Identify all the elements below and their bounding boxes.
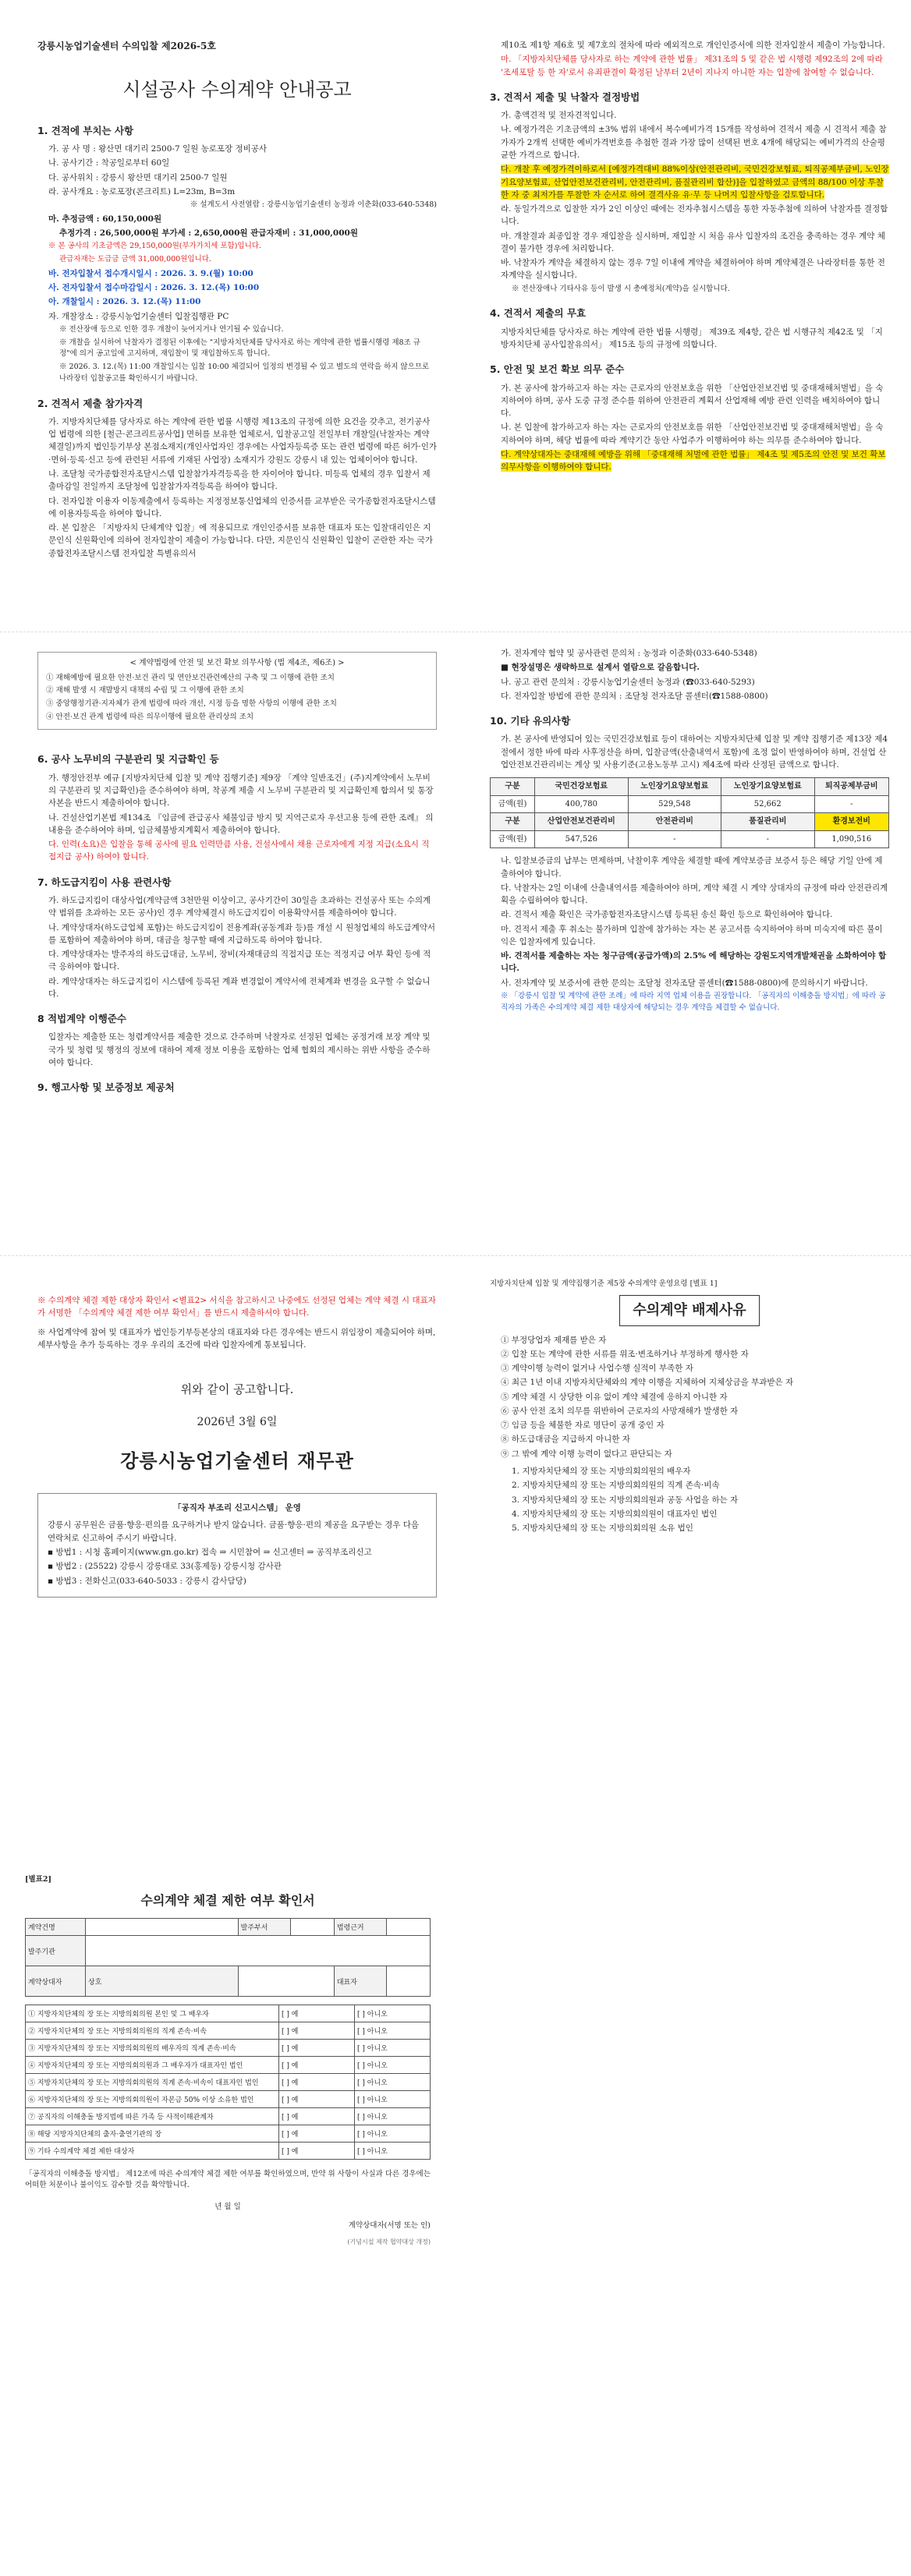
- check-question: ② 지방자치단체의 장 또는 지방의회의원의 직계 존속·비속: [26, 2022, 279, 2040]
- table-header-cell: 구분: [491, 813, 535, 831]
- table-cell: 금액(원): [491, 795, 535, 813]
- issuing-org: 강릉시농업기술센터 재무관: [120, 1450, 354, 1472]
- section-5-heading: 5. 안전 및 보건 확보 의무 준수: [490, 363, 625, 376]
- exclusion-item: ④ 최근 1년 이내 지방자치단체와의 계약 이행을 지체하여 지체상금을 부과받은 자: [501, 1378, 794, 1388]
- s6-item: 가. 행정안전부 예규 [지방자치단체 입찰 및 계약 집행기준] 제9장 「계약 일반조건」(주)지계약에서 노무비의 구분관리 및 지급확인)을 준수하여야 하며, 착공계 제출 시 노무비 구분관리 및 지급확인제 합의서 및 통장 사본을 반드시 제출하여야 합니다.: [48, 773, 434, 809]
- check-yes-option[interactable]: [ ] 예: [279, 2143, 355, 2160]
- s6-item: 다. 인력(소요)은 입찰을 통해 공사에 필요 인력만큼 사용, 건설사에서 채용 근로자에게 지정 지급(소요시 직접지급 공사) 하여야 합니다.: [48, 840, 430, 862]
- exclusion-item: ⑧ 하도급대금을 지급하지 아니한 자: [501, 1435, 630, 1445]
- table-cell: 400,780: [535, 795, 629, 813]
- exclusion-tag: 지방자치단체 입찰 및 계약집행기준 제5장 수의계약 운영요령 [별표 1]: [490, 1279, 718, 1288]
- table-row: [26, 2074, 431, 2091]
- table-header-cell: 안전관리비: [628, 813, 721, 831]
- table-cell: -: [721, 830, 815, 848]
- table-header-cell: 노인장기요양보험료: [721, 778, 815, 796]
- check-question: ③ 지방자치단체의 장 또는 지방의회의원의 배우자의 직계 존속·비속: [26, 2040, 279, 2057]
- exclusion-title-wrap: [490, 1295, 889, 1326]
- report-body: 강릉시 공무원은 금품·향응·편의를 요구하거나 받지 않습니다. 금품·향응·편의 제공을 요구받는 경우 다음 연락처로 신고하여 주시기 바랍니다.: [48, 1520, 420, 1543]
- check-yes-option[interactable]: [ ] 예: [279, 2091, 355, 2108]
- notice-date: 2026년 3월 6일: [197, 1416, 278, 1429]
- table-row: [26, 2057, 431, 2074]
- s1-note: ※ 전산장애 등으로 인한 경우 개찰이 늦어지거나 연기될 수 있습니다.: [59, 324, 284, 334]
- exclusion-item: ① 부정당업자 제재를 받은 자: [501, 1335, 607, 1345]
- table-cell: 547,526: [535, 830, 629, 848]
- check-yes-option[interactable]: [ ] 예: [279, 2057, 355, 2074]
- report-line: ▪ 방법3 : 전화신고(033-640-5033 : 강릉시 감사담당): [48, 1576, 246, 1586]
- document-title: 시설공사 수의계약 안내공고: [122, 78, 352, 101]
- insurance-table: [490, 777, 889, 848]
- table-row: [26, 2108, 431, 2125]
- form-header-table: [25, 1918, 431, 1997]
- report-line: ▪ 방법2 : (25522) 강릉시 강릉대로 33(홍제동) 강릉시청 감사관: [48, 1562, 282, 1572]
- form-sign-date: 년 월 일: [214, 2203, 241, 2211]
- contact-note: 나. 공고 관련 문의처 : 강릉시농업기술센터 농정과 (☎033-640-5293): [501, 677, 755, 687]
- signature-block: [37, 1381, 437, 1476]
- s10-item: 바. 견적서를 제출하는 자는 청구금액(공급가액)의 2.5% 에 해당하는 강원도지역개발채권을 소화하여야 합니다.: [501, 951, 887, 974]
- section-6-heading: 6. 공사 노무비의 구분관리 및 지급확인 등: [37, 753, 219, 766]
- law-item: 2. 지방자치단체의 장 또는 지방의회의원의 직계 존속·비속: [512, 1481, 720, 1491]
- contact-note: 가. 전자계약 협약 및 공사관련 문의처 : 농정과 이준화(033-640-5348): [501, 649, 757, 658]
- s6-item: 나. 건설산업기본법 제134조 『임금에 관급공사 체불임금 방지 및 지역근로자 우선고용 등에 관한 조례』 의 내용을 준수하여야 하며, 임금체불방지계획서 제출하여야 합니다.: [48, 812, 434, 835]
- right-mid-section: [490, 647, 889, 1015]
- exclusion-item: ⑥ 공사 안전 조치 의무를 위반하여 근로자의 사망재해가 발생한 자: [501, 1406, 739, 1416]
- table-cell: 1,090,516: [814, 830, 888, 848]
- s3-item: 가. 총액견적 및 전자견적입니다.: [501, 111, 617, 121]
- s7-item: 나. 계약상대자(하도급업체 포함)는 하도급지킴이 전용계좌(공동계좌 등)를 개설 시 원청업체의 하도급계약서를 포함하여 제출하여야 하며, 대금을 청구할 때에 지급하도록 하여야 합니다.: [48, 922, 436, 945]
- open-place: 자. 개찰장소 : 강릉시농업기술센터 입찰집행관 PC: [48, 311, 229, 321]
- base-note: ※ 본 공사의 기초금액은 29,150,000원(부가가치세 포함)입니다.: [48, 242, 261, 251]
- s7-item: 라. 계약상대자는 하도급지킴이 시스템에 등록된 계좌 변경없이 계약서에 전체계좌 변경을 요구할 수 없습니다.: [48, 976, 431, 999]
- range-note: 관급자재는 도급금 금액 31,000,000원입니다.: [59, 255, 211, 264]
- s2-para: 다. 전자입찰 이용자 이동제출에서 등록하는 지정정보통신업체의 인증서를 교부받은 국가종합전자조달시스템에 이용자등록을 하여야 합니다.: [48, 496, 436, 518]
- report-line: ▪ 방법1 : 시청 홈페이지(www.gn.go.kr) 접속 ⇒ 시민참여 ⇒ 신고센터 ⇒ 공직부조리신고: [48, 1547, 372, 1557]
- closing-text: 위와 같이 공고합니다.: [180, 1382, 294, 1397]
- contact-note: 다. 전자입찰 방법에 관한 문의처 : 조달청 전자조달 콜센터(☎1588-0800): [501, 691, 768, 701]
- law-item: 1. 지방자치단체의 장 또는 지방의회의원의 배우자: [512, 1467, 691, 1476]
- right-top-section: [490, 39, 889, 475]
- exclusion-item: ⑤ 계약 체결 시 상당한 이유 없이 계약 체결에 응하지 아니한 자: [501, 1392, 728, 1402]
- left-bottom-section: [37, 1294, 437, 1598]
- exclusion-item: ③ 계약이행 능력이 없거나 사업수행 실적이 부족한 자: [501, 1364, 693, 1374]
- form-value[interactable]: [238, 1966, 334, 1997]
- check-no-option[interactable]: [ ] 아니오: [355, 2108, 431, 2125]
- exclusion-item: ⑦ 임금 등을 체불한 자로 명단이 공개 중인 자: [501, 1421, 665, 1431]
- estimated-price: 마. 추정금액 : 60,150,000원: [48, 214, 162, 224]
- check-question: ⑥ 지방자치단체의 장 또는 지방의회의원이 자본금 50% 이상 소유한 법인: [26, 2091, 279, 2108]
- form-value[interactable]: [86, 1936, 431, 1966]
- table-row: [26, 2143, 431, 2160]
- deadline-open: 바. 전자입찰서 접수개시일시 : 2026. 3. 9.(월) 10:00: [48, 268, 253, 278]
- s1-item: 라. 공사개요 : 농로포장(콘크리트) L=23m, B=3m: [48, 186, 236, 196]
- s1-item: 가. 공 사 명 : 왕산면 대기리 2500-7 일원 농로포장 정비공사: [48, 144, 268, 154]
- form-label: 발주기관: [26, 1936, 86, 1966]
- safety-item: ④ 안전·보건 관계 법령에 따른 의무이행에 필요한 관리상의 조치: [46, 712, 254, 721]
- safety-box-title: < 계약법령에 안전 및 보건 확보 의무사항 (법 제4조, 제6조) >: [129, 659, 345, 667]
- table-header-cell: 환경보전비: [814, 813, 888, 831]
- check-no-option[interactable]: [ ] 아니오: [355, 2040, 431, 2057]
- check-yes-option[interactable]: [ ] 예: [279, 2022, 355, 2040]
- s1-note: ※ 설계도서 사전열람 : 강릉시농업기술센터 농정과 이춘화(033-640-5348): [190, 200, 437, 210]
- exclusion-title: 수의계약 배제사유: [619, 1295, 759, 1326]
- table-header-cell: 퇴직공제부금비: [814, 778, 888, 796]
- table-row: [26, 2022, 431, 2040]
- s10-item: 마. 견적서 제출 후 취소는 불가하며 입찰에 참가하는 자는 본 공고서를 숙지하여야 하며 미숙지에 따른 불이익은 입찰자에게 있습니다.: [501, 924, 883, 947]
- s7-item: 가. 하도급지킴이 대상사업(계약금액 3천만원 이상이고, 공사기간이 30일을 초과하는 건설공사 또는 수의계약 범위를 초과하는 모든 공사)인 경우 계약체결시 하도급지킴이 이용확약서를 제출하여야 합니다.: [48, 895, 431, 918]
- table-row: [26, 2091, 431, 2108]
- section-1-heading: 1. 견적에 부치는 사항: [37, 124, 134, 136]
- s1-note: ※ 개찰을 실시하여 낙찰자가 결정된 이후에는 "지방자치단체를 당사자로 하는 계약에 관한 법률시행령 제8조 규정"에 의거 공고일에 고지하며, 재입찰이 및 재입찰하도록 합니다.: [59, 338, 420, 359]
- safety-item: ③ 중앙행정기관·지자체가 관계 법령에 따라 개선, 시정 등을 명한 사항의 이행에 관한 조치: [46, 699, 337, 708]
- table-cell: -: [814, 795, 888, 813]
- page-divider: [0, 1255, 911, 1256]
- form-label: 계약상대자: [26, 1966, 86, 1997]
- check-question: ⑤ 지방자치단체의 장 또는 지방의회의원의 직계 존속·비속이 대표자인 법인: [26, 2074, 279, 2091]
- s4-para: 지방자치단체를 당사자로 하는 계약에 관한 법률 시행령」 제39조 제4항, 같은 법 시행규칙 제42조 및 「지방자치단체 공사입찰유의서」 제15조 등의 규정에 의합니다.: [501, 327, 883, 349]
- section-4-heading: 4. 견적서 제출의 무효: [490, 307, 587, 320]
- table-cell: -: [628, 830, 721, 848]
- safety-item: ① 재해예방에 필요한 안전·보건 관리 및 연안보건관련예산의 구축 및 그 이행에 관한 조치: [46, 673, 335, 682]
- table-header-cell: 노인장기요양보험료: [628, 778, 721, 796]
- check-yes-option[interactable]: [ ] 예: [279, 2005, 355, 2022]
- form-label: 계약건명: [26, 1919, 86, 1936]
- table-row: [26, 2005, 431, 2022]
- s2-para: 라. 본 입찰은 「지방자치 단체계약 입찰」에 적용되므로 개인인증서를 보유한 대표자 또는 입찰대리인은 지문인식 신원확인에 의하여 전자입찰이 제출이 가능합니다. 다만, 지문인식 신원확인 입찰이 곤란한 자는 국가종합전자조달시스템 전자입찰 특별유의서: [48, 523, 434, 558]
- section-7-heading: 7. 하도급지킴이 사용 관련사항: [37, 876, 172, 888]
- table-header-cell: 품질관리비: [721, 813, 815, 831]
- check-no-option[interactable]: [ ] 아니오: [355, 2091, 431, 2108]
- right-top-note: 마. 「지방자치단체를 당사자로 하는 계약에 관한 법률」 제31조의 5 및 같은 법 시행령 제92조의 2에 따라 '조세포탈 등 한 자'로서 유죄판결이 확정된 날부터 2년이 지나지 아니한 자는 입찰에 참여할 수 없습니다.: [501, 55, 883, 77]
- s10-para: 가. 본 공사에 반영되어 있는 국민건강보험료 등이 대하여는 지방자치단체 입찰 및 계약 집행기준 제13장 제4절에서 정한 바에 따라 사후정산을 하며, 입찰금액(산출내역서 포함)에 조정 없이 반영하여야 하며, 건설업 산업안전보건관리비는 계상 및 사용기준(고용노동부 고시) 제4조에 따라 산정된 금액으로 합니다.: [501, 734, 888, 770]
- law-item: 3. 지방자치단체의 장 또는 지방의회의원과 공동 사업을 하는 자: [512, 1495, 739, 1505]
- form-value[interactable]: [386, 1966, 430, 1997]
- confirmation-form: [25, 1865, 431, 2252]
- form-footer-note: 「공직자의 이해충돌 방지법」 제12조에 따른 수의계약 체결 제한 여부를 확인하였으며, 만약 위 사항이 사실과 다른 경우에는 어떠한 처분이나 불이익도 감수할 것을 확약합니다.: [25, 2170, 431, 2189]
- law-item: 4. 지방자치단체의 장 또는 지방의회의원이 대표자인 법인: [512, 1509, 718, 1519]
- notice-number: 강릉시농업기술센터 수의입찰 제2026-5호: [37, 41, 216, 51]
- s1-note: ※ 2026. 3. 12.(목) 11:00 개찰일시는 입찰 10:00 체결되어 일정의 변경될 수 있고 별도의 연락을 하지 않으므로 나라장터 입찰공고를 확인하시기 바랍니다.: [59, 363, 430, 383]
- s10-item: 라. 견적서 제출 확인은 국가종합전자조달시스템 등록된 송신 확인 등으로 확인하여야 합니다.: [501, 910, 833, 920]
- law-item: 5. 지방자치단체의 장 또는 지방의회의원 소유 법인: [512, 1523, 693, 1534]
- form-footer-code: (기념시설 제작 협약대상 개정): [347, 2238, 431, 2245]
- blue-note: ※ 「강릉시 입찰 및 계약에 관한 조례」에 따라 지역 업체 이용을 권장합니다. 「공직자의 이해충돌 방지법」에 따라 공직자의 가족은 수의계약 체결 제한 대상자에 해당되는 경우 계약을 체결할 수 없습니다.: [501, 991, 886, 1012]
- form-label: 상호: [86, 1966, 239, 1997]
- left-top-section: [37, 39, 437, 561]
- deadline-close: 사. 전자입찰서 접수마감일시 : 2026. 3. 12.(목) 10:00: [48, 283, 260, 293]
- s10-item: 사. 전자계약 및 보증서에 관한 문의는 조달청 전자조달 콜센터(☎1588-0800)에 문의하시기 바랍니다.: [501, 978, 868, 988]
- form-value[interactable]: [290, 1919, 334, 1936]
- table-row: [26, 2040, 431, 2057]
- s2-para: 나. 조달청 국가종합전자조달시스템 입찰참가자격등록을 한 자이어야 합니다. 미등록 업체의 경우 입찰서 제출마감일 전일까지 조달청에 입찰참가자격등록을 하여야 합니다.: [48, 469, 431, 492]
- s3-item: 라. 동일가격으로 입찰한 자가 2인 이상인 때에는 전자추첨시스템을 통한 자동추첨에 의하여 낙찰자를 결정합니다.: [501, 204, 888, 227]
- notice-black: ※ 사업계약에 참여 및 대표자가 법인등기부등본상의 대표자와 다른 경우에는 반드시 위임장이 제출되어야 하며, 세부사항을 추가 등록하는 경우 우리의 조건에 따라 입찰자에게 통보됩니다.: [37, 1327, 436, 1350]
- table-cell: 52,662: [721, 795, 815, 813]
- check-question: ① 지방자치단체의 장 또는 지방의회의원 본인 및 그 배우자: [26, 2005, 279, 2022]
- section-9-heading: 9. 행고사항 및 보증정보 제공처: [37, 1081, 175, 1094]
- contact-note: ■ 현장설명은 생략하므로 설계서 열람으로 갈음합니다.: [501, 663, 700, 673]
- s3-item: 다. 개찰 후 예정가격이하로서 [예정가격대비 88%이상(안전관리비, 국민건강보험료, 퇴직공제부금비, 노인장기요양보험료, 산업안전보건관리비, 안전관리비, 품질관리비 합산)]을 입찰하였고 금액의 88/100 이상 투찰한 자 중 최저가를 투찰한 자 순서로 하여 결격사유 유·무 등 나머지 입찰사항을 검토합니다.: [501, 165, 889, 200]
- s10-item: 다. 낙찰자는 2일 이내에 산출내역서를 제출하여야 하며, 계약 체결 시 계약 상대자의 규정에 따라 안전관리계획을 수립하여야 합니다.: [501, 883, 888, 906]
- form-label: 발주부서: [238, 1919, 290, 1936]
- s5-item: 다. 계약상대자는 중대재해 예방을 위해 「중대재해 처벌에 관한 법률」 제4조 및 제5조의 안전 및 보건 확보 의무사항을 이행하여야 합니다.: [501, 449, 886, 472]
- safety-duty-box: [37, 652, 437, 730]
- table-header-cell: 산업안전보건관리비: [535, 813, 629, 831]
- s3-item: 바. 낙찰자가 계약을 체결하지 않는 경우 7일 이내에 계약을 체결하여야 하며 계약체결은 나라장터를 통한 전자계약을 실시합니다.: [501, 258, 885, 281]
- check-question: ④ 지방자치단체의 장 또는 지방의회의원과 그 배우자가 대표자인 법인: [26, 2057, 279, 2074]
- form-title: 수의계약 체결 제한 여부 확인서: [140, 1893, 315, 1908]
- right-top-note: 제10조 제1항 제6호 및 제7호의 절차에 따라 예외적으로 개인인증서에 의한 전자입찰서 제출이 가능합니다.: [501, 41, 885, 50]
- form-value[interactable]: [386, 1919, 430, 1936]
- table-cell: 금액(원): [491, 830, 535, 848]
- table-header-cell: 국민건강보험료: [535, 778, 629, 796]
- s8-para: 입찰자는 제출한 또는 청렴계약서를 제출한 것으로 간주하며 낙찰자로 선정된 업체는 공정거래 보장 계약 및 국가 및 청렴 및 행정의 정보에 대하여 제재 정보 이용을 포함하는 업체 협회의 제시하는 위반 사항을 준수하여야 합니다.: [48, 1032, 431, 1068]
- s10-item: 나. 입찰보증금의 납부는 면제하며, 낙찰이후 계약을 체결할 때에 계약보증금 보증서 등은 해당 기일 안에 제출하여야 합니다.: [501, 856, 883, 879]
- table-row: [26, 2125, 431, 2143]
- deadline-open-bids: 아. 개찰일시 : 2026. 3. 12.(목) 11:00: [48, 297, 201, 307]
- check-yes-option[interactable]: [ ] 예: [279, 2108, 355, 2125]
- table-cell: 529,548: [628, 795, 721, 813]
- left-mid-section: [37, 647, 437, 1100]
- form-value[interactable]: [86, 1919, 239, 1936]
- exclusion-item: ⑨ 그 밖에 계약 이행 능력이 없다고 판단되는 자: [501, 1449, 672, 1459]
- s1-item: 다. 공사위치 : 강릉시 왕산면 대기리 2500-7 일원: [48, 172, 228, 182]
- check-no-option[interactable]: [ ] 아니오: [355, 2005, 431, 2022]
- form-tag: [별표2]: [25, 1874, 51, 1884]
- notice-red: ※ 수의계약 체결 제한 대상자 확인서 <별표2> 서식을 참고하시고 나중에도 선정된 업체는 계약 체결 시 대표자가 서명한 「수의계약 체결 제한 여부 확인서」를 반드시 제출하셔야 합니다.: [37, 1296, 436, 1318]
- check-yes-option[interactable]: [ ] 예: [279, 2074, 355, 2091]
- safety-item: ② 재해 발생 시 재발방지 대책의 수립 및 그 이행에 관한 조치: [46, 686, 244, 695]
- s3-item: 나. 예정가격은 기초금액의 ±3% 범위 내에서 복수예비가격 15개를 작성하여 견적서 제출 시 견적서 제출 참가자가 2개씩 선택한 예비가격번호를 추첨한 결과 가장 많이 선택된 번호 4개에 해당되는 예비가격의 산술평균한 가격으로 합니다.: [501, 125, 887, 160]
- check-question: ⑦ 공직자의 이해충돌 방지법에 따른 가족 등 사적이해관계자: [26, 2108, 279, 2125]
- section-8-heading: 8 적법계약 이행준수: [37, 1013, 127, 1025]
- s3-item: 마. 개찰결과 최종입찰 경우 재입찰을 실시하며, 재입찰 시 처음 유사 입찰자의 조건을 충족하는 경우 계약 체결이 불가한 경우에 처리합니다.: [501, 231, 885, 253]
- check-yes-option[interactable]: [ ] 예: [279, 2125, 355, 2143]
- check-question: ⑨ 기타 수의계약 체결 제한 대상자: [26, 2143, 279, 2160]
- section-2-heading: 2. 견적서 제출 참가자격: [37, 397, 144, 409]
- check-question: ⑧ 해당 지방자치단체의 출자·출연기관의 장: [26, 2125, 279, 2143]
- check-no-option[interactable]: [ ] 아니오: [355, 2143, 431, 2160]
- check-yes-option[interactable]: [ ] 예: [279, 2040, 355, 2057]
- section-3-heading: 3. 견적서 제출 및 낙찰자 결정방법: [490, 90, 640, 103]
- section-10-heading: 10. 기타 유의사항: [490, 715, 571, 727]
- form-label: 법령근거: [334, 1919, 386, 1936]
- price-detail: 추정가격 : 26,500,000원 부가세 : 2,650,000원 관급자재비 : 31,000,000원: [59, 228, 358, 239]
- report-title: 「공직자 부조리 신고시스템」 운영: [173, 1503, 301, 1513]
- s5-item: 가. 본 공사에 참가하고자 하는 자는 근로자의 안전보호을 위한 「산업안전보건법 및 중대재해처벌법」을 숙지하여야 하며, 공사 도중 규정 준수를 위하여 안전관리 계획서 산업재해 예방 관련 인력을 배치하여야 합니다.: [501, 383, 884, 419]
- check-no-option[interactable]: [ ] 아니오: [355, 2057, 431, 2074]
- s3-note: ※ 전산장애나 기타사유 등이 발생 시 총예정처(계약)을 실시합니다.: [512, 284, 730, 293]
- form-sign-label[interactable]: 계약상대자(서명 또는 인): [348, 2221, 431, 2230]
- form-label: 대표자: [334, 1966, 386, 1997]
- s5-item: 나. 본 입찰에 참가하고자 하는 자는 근로자의 안전보호를 위한 「산업안전보건법 및 중대재해처벌법」을 숙지하여야 하며, 해당 법률에 따라 계약기간 동안 사업주가 이행하여야 하는 의무를 준수하여야 합니다.: [501, 423, 884, 445]
- exclusion-section: [490, 1279, 889, 1536]
- check-no-option[interactable]: [ ] 아니오: [355, 2125, 431, 2143]
- check-no-option[interactable]: [ ] 아니오: [355, 2074, 431, 2091]
- table-header-cell: 구분: [491, 778, 535, 796]
- s2-para: 가. 지방자치단체를 당사자로 하는 계약에 관한 법률 시행령 제13조의 규정에 의한 요건을 갖추고, 전기공사업 법령에 의한 [철근·콘크리트공사업] 면허를 보유한 업체로서, 입찰공고일 전일부터 개찰일(낙찰자는 계약체결일)까지 법인등기부상 본점소재지(개인사업자인 경우에는 사업자등록증 또는 관련 법령에 따른 허가·인가·면허·등록·신고 등에 관련된 서류에 기재된 사업장) 소재지가 강원도 강릉시 내 있는 업체이어야 합니다.: [48, 416, 438, 465]
- s1-item: 나. 공사기간 : 착공일로부터 60일: [48, 158, 170, 168]
- exclusion-item: ② 입찰 또는 계약에 관한 서류를 위조·변조하거나 부정하게 행사한 자: [501, 1349, 749, 1359]
- form-check-table: [25, 2005, 431, 2160]
- check-no-option[interactable]: [ ] 아니오: [355, 2022, 431, 2040]
- s7-item: 다. 계약상대자는 발주자의 하도급대금, 노무비, 장비(자재대금의 직접지급 또는 적정지급 여부 확인 등에 적극 응하여야 합니다.: [48, 950, 431, 972]
- report-system-box: [37, 1493, 437, 1598]
